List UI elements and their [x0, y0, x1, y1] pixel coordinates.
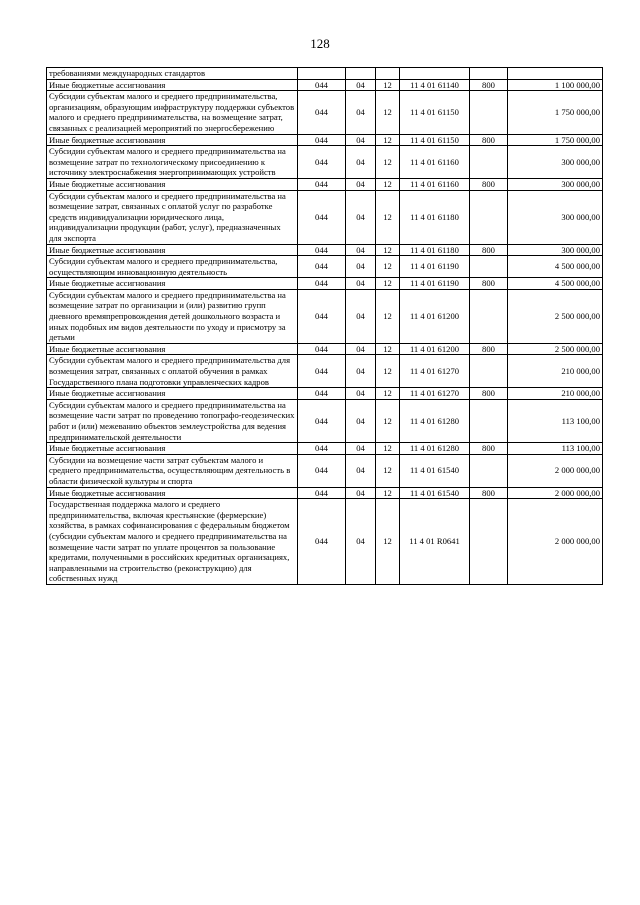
section-code: 04	[346, 388, 376, 400]
expense-type-code	[470, 454, 508, 487]
ministry-code: 044	[298, 190, 346, 244]
amount: 1 100 000,00	[508, 79, 603, 91]
ministry-code: 044	[298, 91, 346, 134]
item-name: Субсидии субъектам малого и среднего предпринимательства на возмещение части затрат по проведению топографо-геодезических работ и (или) межеванию объектов землеустройства для ведения предпринимательской деятельности	[47, 399, 298, 442]
amount: 300 000,00	[508, 190, 603, 244]
expense-type-code	[470, 399, 508, 442]
amount: 113 100,00	[508, 399, 603, 442]
target-article-code: 11 4 01 61160	[400, 146, 470, 179]
section-code: 04	[346, 256, 376, 278]
ministry-code: 044	[298, 454, 346, 487]
target-article-code: 11 4 01 61180	[400, 244, 470, 256]
table-row	[47, 91, 603, 134]
subsection-code: 12	[376, 355, 400, 388]
target-article-code: 11 4 01 61190	[400, 256, 470, 278]
item-name: Субсидии субъектам малого и среднего предпринимательства для возмещения затрат, связанных с оплатой обучения в рамках Государственного плана подготовки управленческих кадров	[47, 355, 298, 388]
expense-type-code: 800	[470, 388, 508, 400]
table-row	[47, 178, 603, 190]
ministry-code: 044	[298, 79, 346, 91]
subsection-code: 12	[376, 91, 400, 134]
ministry-code: 044	[298, 178, 346, 190]
amount: 210 000,00	[508, 355, 603, 388]
ministry-code: 044	[298, 134, 346, 146]
expense-type-code	[470, 146, 508, 179]
section-code: 04	[346, 146, 376, 179]
section-code: 04	[346, 399, 376, 442]
subsection-code: 12	[376, 343, 400, 355]
ministry-code	[298, 68, 346, 80]
subsection-code: 12	[376, 443, 400, 455]
target-article-code: 11 4 01 61540	[400, 454, 470, 487]
subsection-code: 12	[376, 256, 400, 278]
amount: 1 750 000,00	[508, 134, 603, 146]
table-row	[47, 256, 603, 278]
item-name: требованиями международных стандартов	[47, 68, 298, 80]
table-row	[47, 190, 603, 244]
ministry-code: 044	[298, 256, 346, 278]
ministry-code: 044	[298, 289, 346, 343]
amount: 300 000,00	[508, 178, 603, 190]
amount: 2 000 000,00	[508, 499, 603, 585]
amount: 300 000,00	[508, 244, 603, 256]
ministry-code: 044	[298, 487, 346, 499]
amount: 113 100,00	[508, 443, 603, 455]
item-name: Иные бюджетные ассигнования	[47, 134, 298, 146]
ministry-code: 044	[298, 146, 346, 179]
section-code: 04	[346, 499, 376, 585]
expense-type-code: 800	[470, 178, 508, 190]
item-name: Иные бюджетные ассигнования	[47, 388, 298, 400]
item-name: Иные бюджетные ассигнования	[47, 487, 298, 499]
ministry-code: 044	[298, 244, 346, 256]
amount: 210 000,00	[508, 388, 603, 400]
section-code: 04	[346, 343, 376, 355]
target-article-code: 11 4 01 61190	[400, 278, 470, 290]
expense-type-code: 800	[470, 343, 508, 355]
ministry-code: 044	[298, 388, 346, 400]
amount: 4 500 000,00	[508, 256, 603, 278]
subsection-code: 12	[376, 178, 400, 190]
subsection-code: 12	[376, 388, 400, 400]
subsection-code: 12	[376, 79, 400, 91]
table-row	[47, 343, 603, 355]
subsection-code: 12	[376, 146, 400, 179]
target-article-code: 11 4 01 61280	[400, 399, 470, 442]
item-name: Субсидии субъектам малого и среднего предпринимательства на возмещение затрат по организации и (или) развитию групп дневного времяпрепровождения детей дошкольного возраста и иных подобных им видов деятельности по уходу и присмотру за детьми	[47, 289, 298, 343]
expense-type-code: 800	[470, 443, 508, 455]
target-article-code: 11 4 01 61540	[400, 487, 470, 499]
amount: 1 750 000,00	[508, 91, 603, 134]
table-row	[47, 289, 603, 343]
subsection-code: 12	[376, 399, 400, 442]
item-name: Государственная поддержка малого и среднего предпринимательства, включая крестьянские (фермерские) хозяйства, в рамках софинансирования с федеральным бюджетом (субсидии субъектам малого и среднего предпринимательства на возмещение части затрат по уплате процентов за пользование кредитами, полученными в российских кредитных организациях, направленными на строительство (реконструкцию) для собственных нужд	[47, 499, 298, 585]
target-article-code: 11 4 01 61200	[400, 289, 470, 343]
table-row	[47, 146, 603, 179]
section-code: 04	[346, 79, 376, 91]
section-code: 04	[346, 278, 376, 290]
item-name: Иные бюджетные ассигнования	[47, 278, 298, 290]
section-code: 04	[346, 244, 376, 256]
item-name: Иные бюджетные ассигнования	[47, 79, 298, 91]
table-row	[47, 355, 603, 388]
target-article-code: 11 4 01 R0641	[400, 499, 470, 585]
subsection-code: 12	[376, 454, 400, 487]
item-name: Субсидии субъектам малого и среднего предпринимательства на возмещение затрат, связанных с оплатой услуг по разработке средств индивидуализации юридического лица, индивидуализации продукции (работ, услуг), предназначенных для экспорта	[47, 190, 298, 244]
page-number: 128	[310, 36, 330, 51]
ministry-code: 044	[298, 443, 346, 455]
subsection-code: 12	[376, 289, 400, 343]
section-code	[346, 68, 376, 80]
section-code: 04	[346, 487, 376, 499]
section-code: 04	[346, 443, 376, 455]
amount: 300 000,00	[508, 146, 603, 179]
subsection-code	[376, 68, 400, 80]
table-row	[47, 443, 603, 455]
section-code: 04	[346, 454, 376, 487]
section-code: 04	[346, 134, 376, 146]
expense-type-code	[470, 499, 508, 585]
item-name: Иные бюджетные ассигнования	[47, 244, 298, 256]
section-code: 04	[346, 289, 376, 343]
budget-table	[46, 67, 603, 585]
ministry-code: 044	[298, 499, 346, 585]
subsection-code: 12	[376, 499, 400, 585]
ministry-code: 044	[298, 278, 346, 290]
expense-type-code	[470, 289, 508, 343]
target-article-code: 11 4 01 61140	[400, 79, 470, 91]
target-article-code: 11 4 01 61160	[400, 178, 470, 190]
target-article-code: 11 4 01 61180	[400, 190, 470, 244]
amount: 2 000 000,00	[508, 454, 603, 487]
budget-table-body	[47, 68, 603, 585]
item-name: Субсидии субъектам малого и среднего предпринимательства, осуществляющим инновационную деятельность	[47, 256, 298, 278]
expense-type-code	[470, 355, 508, 388]
section-code: 04	[346, 178, 376, 190]
target-article-code: 11 4 01 61150	[400, 134, 470, 146]
table-row	[47, 388, 603, 400]
expense-type-code	[470, 256, 508, 278]
target-article-code: 11 4 01 61200	[400, 343, 470, 355]
subsection-code: 12	[376, 244, 400, 256]
target-article-code: 11 4 01 61270	[400, 388, 470, 400]
table-row	[47, 134, 603, 146]
table-row	[47, 278, 603, 290]
table-row	[47, 399, 603, 442]
subsection-code: 12	[376, 190, 400, 244]
amount: 4 500 000,00	[508, 278, 603, 290]
item-name: Субсидии субъектам малого и среднего предпринимательства, организациям, образующим инфраструктуру поддержки субъектов малого и среднего предпринимательства, на возмещение затрат, связанных с реализацией мероприятий по энергосбережению	[47, 91, 298, 134]
subsection-code: 12	[376, 487, 400, 499]
amount: 2 500 000,00	[508, 289, 603, 343]
target-article-code: 11 4 01 61270	[400, 355, 470, 388]
section-code: 04	[346, 190, 376, 244]
expense-type-code: 800	[470, 79, 508, 91]
expense-type-code	[470, 68, 508, 80]
target-article-code	[400, 68, 470, 80]
table-row	[47, 454, 603, 487]
amount: 2 500 000,00	[508, 343, 603, 355]
target-article-code: 11 4 01 61280	[400, 443, 470, 455]
item-name: Иные бюджетные ассигнования	[47, 178, 298, 190]
section-code: 04	[346, 91, 376, 134]
item-name: Субсидии субъектам малого и среднего предпринимательства на возмещение затрат по технологическому присоединению к источнику электроснабжения энергопринимающих устройств	[47, 146, 298, 179]
expense-type-code: 800	[470, 244, 508, 256]
expense-type-code	[470, 190, 508, 244]
table-row	[47, 487, 603, 499]
expense-type-code	[470, 91, 508, 134]
table-row	[47, 79, 603, 91]
amount: 2 000 000,00	[508, 487, 603, 499]
subsection-code: 12	[376, 278, 400, 290]
ministry-code: 044	[298, 399, 346, 442]
ministry-code: 044	[298, 355, 346, 388]
ministry-code: 044	[298, 343, 346, 355]
item-name: Субсидии на возмещение части затрат субъектам малого и среднего предпринимательства, осуществляющим деятельность в области физической культуры и спорта	[47, 454, 298, 487]
table-row	[47, 68, 603, 80]
target-article-code: 11 4 01 61150	[400, 91, 470, 134]
amount	[508, 68, 603, 80]
table-row	[47, 499, 603, 585]
expense-type-code: 800	[470, 278, 508, 290]
section-code: 04	[346, 355, 376, 388]
subsection-code: 12	[376, 134, 400, 146]
table-row	[47, 244, 603, 256]
expense-type-code: 800	[470, 134, 508, 146]
expense-type-code: 800	[470, 487, 508, 499]
item-name: Иные бюджетные ассигнования	[47, 443, 298, 455]
item-name: Иные бюджетные ассигнования	[47, 343, 298, 355]
